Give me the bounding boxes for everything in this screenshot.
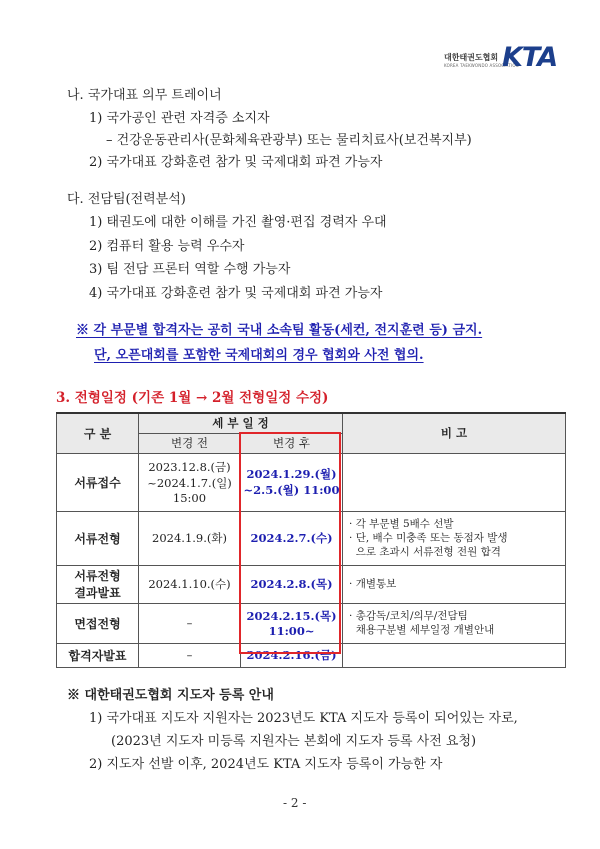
row-remarks — [343, 603, 566, 643]
row-category: 서류접수 — [57, 453, 139, 511]
header-category: 구 분 — [57, 413, 139, 453]
notice-line-2: 단, 오픈대회를 포함한 국제대회의 경우 협회와 사전 협의. — [94, 348, 424, 363]
logo-org-kr: 대한태권도협회 — [444, 53, 499, 62]
page-number: - 2 - — [283, 796, 307, 810]
coach-item-1: 1) 국가대표 지도자 지원자는 2023년도 KTA 지도자 등록이 되어있는 자로, — [89, 711, 518, 726]
table-row — [57, 565, 566, 603]
row-remarks — [343, 511, 566, 565]
row-after — [241, 603, 343, 643]
remark-line: 으로 초과시 서류전형 전원 합격 — [349, 546, 501, 558]
trainer-heading: 나. 국가대표 의무 트레이너 — [67, 88, 222, 103]
before-line: 2024.1.9.(화) — [152, 531, 227, 545]
after-line: 2024.2.15.(목) — [246, 609, 337, 623]
notice-line-1: ※ 각 부문별 합격자는 공히 국내 소속팀 활동(세컨, 전지훈련 등) 금지. — [76, 323, 483, 338]
logo-mark: KTA — [502, 42, 558, 73]
category-line: 결과발표 — [74, 586, 121, 600]
kta-logo — [444, 42, 564, 78]
coach-item-1-sub: (2023년 지도자 미등록 지원자는 본회에 지도자 등록 사전 요청) — [111, 734, 477, 749]
after-line: 2024.1.29.(월) — [246, 467, 337, 481]
schedule-title: 3. 전형일정 (기존 1월 → 2월 전형일정 수정) — [56, 390, 329, 406]
remark-line: · 단, 배수 미충족 또는 동점자 발생 — [349, 532, 508, 544]
before-line: – — [186, 648, 193, 662]
remark-line: · 총감독/코치/의무/전담팀 — [349, 610, 468, 622]
trainer-item-1: 1) 국가공인 관련 자격증 소지자 — [89, 111, 270, 126]
row-after — [241, 565, 343, 603]
remark-line: · 각 부문별 5배수 선발 — [349, 518, 454, 530]
row-before — [139, 565, 241, 603]
header-remarks: 비 고 — [343, 413, 566, 453]
analysis-heading: 다. 전담팀(전력분석) — [67, 192, 186, 207]
after-line: 2024.2.16.(금) — [246, 648, 337, 662]
row-after — [241, 511, 343, 565]
before-line: 2024.1.10.(수) — [148, 577, 231, 591]
header-detail: 세 부 일 정 — [139, 413, 343, 433]
row-after — [241, 453, 343, 511]
row-after — [241, 643, 343, 667]
coach-item-2: 2) 지도자 선발 이후, 2024년도 KTA 지도자 등록이 가능한 자 — [89, 757, 443, 772]
row-category: 면접전형 — [57, 603, 139, 643]
remark-line: · 개별통보 — [349, 578, 397, 590]
table-row — [57, 603, 566, 643]
row-before — [139, 643, 241, 667]
row-before — [139, 511, 241, 565]
before-line: 2023.12.8.(금) — [148, 460, 231, 474]
analysis-item-1: 1) 태권도에 대한 이해를 가진 촬영·편집 경력자 우대 — [89, 215, 387, 230]
analysis-item-3: 3) 팀 전담 프론터 역할 수행 가능자 — [89, 262, 291, 277]
analysis-item-2: 2) 컴퓨터 활용 능력 우수자 — [89, 239, 245, 254]
row-before — [139, 453, 241, 511]
before-line: 15:00 — [172, 491, 207, 505]
table-row — [57, 511, 566, 565]
after-line: ~2.5.(월) 11:00 — [243, 483, 340, 497]
row-category: 합격자발표 — [57, 643, 139, 667]
category-line: 서류전형 — [74, 569, 121, 583]
after-line: 11:00~ — [268, 624, 315, 638]
analysis-item-4: 4) 국가대표 강화훈련 참가 및 국제대회 파견 가능자 — [89, 286, 383, 301]
row-category: 서류전형 — [57, 511, 139, 565]
table-row — [57, 643, 566, 667]
coach-heading: ※ 대한태권도협회 지도자 등록 안내 — [67, 688, 274, 703]
after-line: 2024.2.8.(목) — [250, 577, 333, 591]
row-remarks — [343, 565, 566, 603]
row-remarks — [343, 643, 566, 667]
after-line: 2024.2.7.(수) — [250, 531, 333, 545]
row-remarks — [343, 453, 566, 511]
remark-line: 채용구분별 세부일정 개별안내 — [349, 624, 495, 636]
header-before: 변경 전 — [139, 433, 241, 453]
trainer-item-2: 2) 국가대표 강화훈련 참가 및 국제대회 파견 가능자 — [89, 155, 383, 170]
schedule-table — [56, 412, 566, 668]
row-before — [139, 603, 241, 643]
header-after: 변경 후 — [241, 433, 343, 453]
logo-org-en: KOREA TAEKWONDO ASSOCIATION — [444, 63, 519, 68]
before-line: ~2024.1.7.(일) — [147, 476, 232, 490]
row-category — [57, 565, 139, 603]
trainer-item-1-sub: – 건강운동관리사(문화체육관광부) 또는 물리치료사(보건복지부) — [106, 133, 472, 148]
table-row — [57, 453, 566, 511]
before-line: – — [186, 616, 193, 630]
